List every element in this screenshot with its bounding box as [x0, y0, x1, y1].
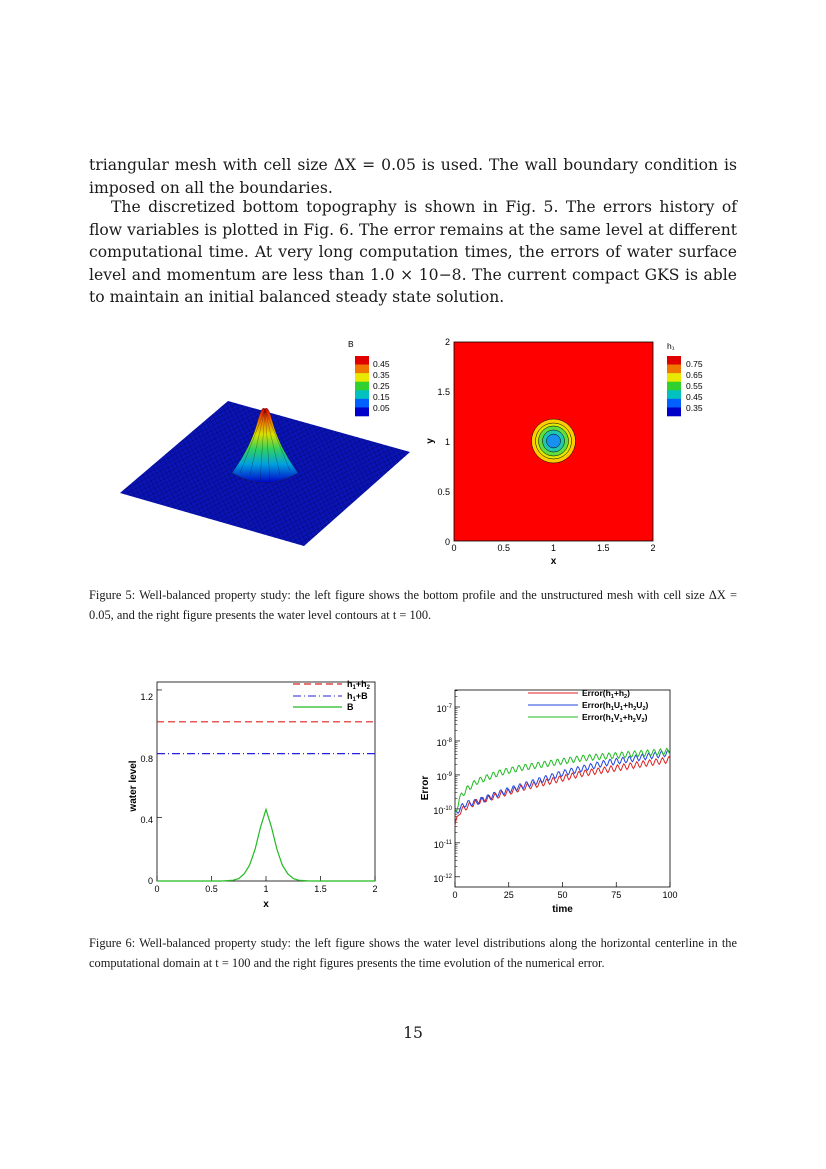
paragraph-1-text: triangular mesh with cell size ΔX = 0.05 is used. The wall boundary condition is imposed on all the boundaries.: [89, 156, 737, 197]
colorbar-swatch: [355, 373, 369, 382]
paragraph-2-text: The discretized bottom topography is shown in Fig. 5. The errors history of flow variables is plotted in Fig. 6. The error remains at the same level at different computational time. At very long computation times, the errors of water surface level and momentum are less than 1.0 × 10−8. The current compact GKS is able to maintain an initial balanced steady state solution.: [89, 198, 737, 307]
colorbar-B-label: 0.15: [373, 392, 390, 402]
series-line-error-0: [455, 757, 670, 826]
colorbar-swatch: [667, 407, 681, 416]
x-tick-label: 0: [451, 543, 457, 553]
x-tick-label: 0: [154, 884, 160, 894]
error-x-ticks: [452, 890, 677, 900]
y-tick-label: 0.5: [437, 487, 450, 497]
figure-6-left-water-level: [118, 670, 388, 915]
x-tick-label: 0.5: [497, 543, 511, 553]
water-level-y-ticks: [140, 692, 153, 886]
y-tick-label: 0.4: [140, 815, 153, 825]
colorbar-h1-labels: [686, 359, 703, 413]
x-tick-label: 1: [263, 884, 269, 894]
water-level-series: [157, 722, 375, 881]
error-series: [455, 748, 670, 826]
colorbar-h1-label: 0.55: [686, 381, 703, 391]
x-tick-label: 25: [503, 890, 514, 900]
figure-6-caption-text: Figure 6: Well-balanced property study: the left figure shows the water level distributions along the horizontal centerline in the computational domain at t = 100 and the right figures presents the time evolution of the numerical error.: [89, 936, 737, 970]
legend-label-h1h2: $h_1+h_2$: [347, 679, 370, 691]
x-tick-label: 75: [611, 890, 622, 900]
y-tick-label: $10^{-10}$: [433, 806, 452, 816]
y-tick-label: $10^{-12}$: [433, 874, 452, 884]
series-line-B: [157, 809, 375, 881]
colorbar-B-label: 0.45: [373, 359, 390, 369]
legend-title-B: B: [348, 339, 354, 349]
legend-label-err-v: $Error(h_1V_1+h_2V_2)$: [582, 712, 648, 724]
legend-title-h1: h₁: [667, 341, 675, 351]
colorbar-swatch: [355, 356, 369, 365]
x-tick-label: 50: [557, 890, 568, 900]
colorbar-B-label: 0.25: [373, 381, 390, 391]
legend-label-B: B: [347, 702, 354, 712]
paragraph-results: [89, 196, 737, 309]
water-level-legend: [293, 679, 371, 712]
legend-label-err-h: $Error(h_1+h_2)$: [582, 688, 630, 700]
y-tick-label: $10^{-9}$: [436, 772, 452, 782]
colorbar-swatch: [355, 399, 369, 408]
colorbar-h1-label: 0.75: [686, 359, 703, 369]
legend-label-h1B: $h_1+B$: [347, 691, 368, 703]
colorbar-swatch: [667, 356, 681, 365]
figure-5-left-surface: [110, 335, 420, 555]
water-level-ylabel: water level: [128, 760, 139, 812]
colorbar-swatch: [355, 382, 369, 391]
x-tick-label: 0: [452, 890, 458, 900]
x-tick-label: 100: [662, 890, 678, 900]
colorbar-h1-label: 0.35: [686, 403, 703, 413]
colorbar-B-label: 0.35: [373, 370, 390, 380]
y-tick-label: 1.5: [437, 387, 450, 397]
y-tick-label: $10^{-7}$: [436, 704, 452, 714]
y-tick-label: 0.8: [140, 754, 153, 764]
error-legend: [528, 688, 649, 724]
x-tick-label: 2: [650, 543, 656, 553]
colorbar-swatch: [667, 390, 681, 399]
colorbar-B: [355, 356, 369, 416]
colorbar-h1: [667, 356, 681, 416]
page-number: 15: [403, 1024, 423, 1042]
contour-ylabel: y: [425, 438, 436, 444]
water-level-xlabel: x: [263, 899, 269, 910]
x-tick-label: 1.5: [314, 884, 327, 894]
contour-ring: [547, 434, 561, 448]
y-tick-label: 1.2: [140, 692, 153, 702]
figure-5-caption: [89, 586, 737, 625]
colorbar-swatch: [355, 365, 369, 374]
colorbar-h1-label: 0.45: [686, 392, 703, 402]
colorbar-swatch: [667, 382, 681, 391]
error-y-ticks: [433, 704, 452, 884]
colorbar-B-label: 0.05: [373, 403, 390, 413]
colorbar-B-labels: [373, 359, 390, 413]
contour-y-ticks: [437, 337, 450, 547]
x-tick-label: 1: [550, 543, 557, 553]
plot-frame: [157, 682, 375, 881]
figure-6-right-error: [410, 670, 690, 920]
figure-5-right-contour: [415, 335, 715, 575]
y-tick-label: 0: [147, 876, 153, 886]
water-level-ticks: [157, 690, 375, 881]
colorbar-swatch: [667, 365, 681, 374]
figure-5-caption-text: Figure 5: Well-balanced property study: the left figure shows the bottom profile and the unstructured mesh with cell size ΔX = 0.05, and the right figure presents the water level contours at t = 100.: [89, 588, 737, 622]
error-ylabel: Error: [420, 775, 431, 801]
colorbar-h1-label: 0.65: [686, 370, 703, 380]
figure-6-caption: [89, 934, 737, 973]
x-tick-label: 0.5: [205, 884, 218, 894]
x-tick-label: 2: [372, 884, 378, 894]
colorbar-swatch: [667, 399, 681, 408]
paragraph-mesh: [89, 154, 737, 199]
x-tick-label: 1.5: [596, 543, 610, 553]
contour-xlabel: x: [550, 556, 557, 567]
y-tick-label: 0: [444, 537, 450, 547]
contour-x-ticks: [451, 543, 655, 553]
y-tick-label: 1: [444, 437, 450, 447]
legend-label-err-u: $Error(h_1U_1+h_2U_2)$: [582, 700, 649, 712]
error-xlabel: time: [552, 904, 573, 915]
colorbar-swatch: [667, 373, 681, 382]
y-tick-label: $10^{-8}$: [436, 738, 452, 748]
colorbar-swatch: [355, 390, 369, 399]
y-tick-label: 2: [444, 337, 450, 347]
y-tick-label: $10^{-11}$: [433, 840, 452, 850]
colorbar-swatch: [355, 407, 369, 416]
water-level-x-ticks: [154, 884, 377, 894]
